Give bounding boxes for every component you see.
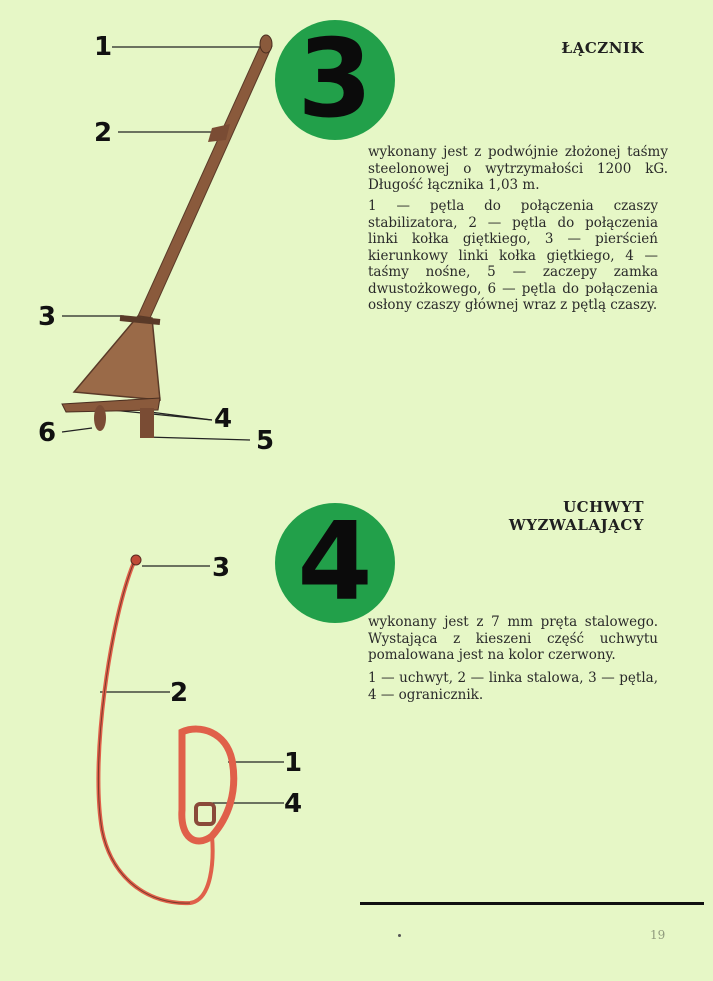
callout-3-2: 2 <box>94 118 113 148</box>
callout-4-2: 2 <box>170 678 189 708</box>
callout-3-5: 5 <box>256 426 275 456</box>
cable-shadow <box>98 562 190 903</box>
page-number: 19 <box>650 928 666 942</box>
section-4-title-line1: UCHWYT <box>563 498 644 516</box>
section-3-badge: 3 <box>275 20 395 140</box>
footer-rule <box>360 902 704 905</box>
section-4-badge: 4 <box>275 503 395 623</box>
section-4-legend: 1 — uchwyt, 2 — linka stalowa, 3 — pętla, 4 — ogranicznik. <box>368 670 658 703</box>
callout-3-3: 3 <box>38 302 57 332</box>
callout-4-3: 3 <box>212 553 231 583</box>
callout-4-4: 4 <box>284 789 303 819</box>
section-3-description: wykonany jest z podwójnie złożonej taśmy steelonowej o wytrzymałości 1200 kG. Długość łącznika 1,03 m. <box>368 144 668 193</box>
loop-3 <box>131 555 141 565</box>
callout-4-1: 1 <box>284 748 303 778</box>
section-3-title: ŁĄCZNIK <box>561 39 644 57</box>
section-4-title-line2: WYZWALAJĄCY <box>508 516 644 534</box>
section-3-legend: 1 — pętla do połączenia czaszy stabilizatora, 2 — pętla do połączenia linki kołka giętkiego, 3 — pierścień kierunkowy linki kołka giętkiego, 4 — taśmy nośne, 5 — zaczepy zamka dwustożkowego, 6 — pętla do połączenia osłony czaszy głównej wraz z pętlą czaszy. <box>368 198 658 313</box>
steel-cable <box>98 562 212 903</box>
limiter <box>196 804 214 824</box>
callout-3-6: 6 <box>38 418 57 448</box>
section-4-description: wykonany jest z 7 mm pręta stalowego. Wystająca z kieszeni część uchwytu pomalowana jest na kolor czerwony. <box>368 614 658 663</box>
callout-3-4: 4 <box>214 404 233 434</box>
footer-dot <box>398 934 401 937</box>
callout-3-1: 1 <box>94 32 113 62</box>
